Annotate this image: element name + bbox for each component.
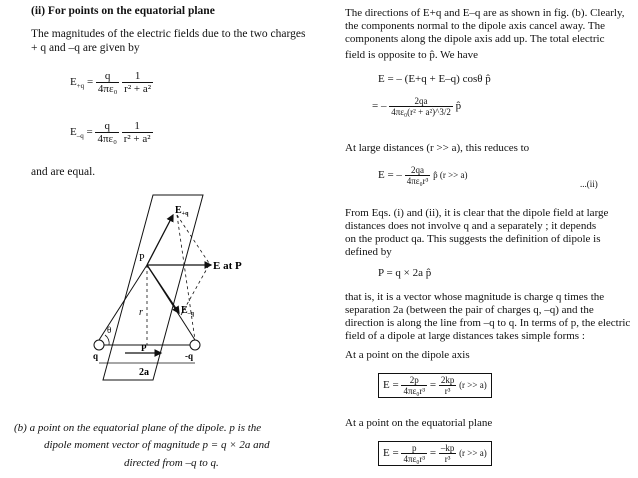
eq5-suffix: p̂ (r >> a) (433, 170, 468, 181)
caption-line-1: (b) a point on the equatorial plane of the dipole. p is the (14, 422, 262, 434)
label-point-p: P (139, 253, 145, 264)
axis-heading: At a point on the dipole axis (345, 349, 470, 361)
eq4-suffix: p̂ (455, 100, 462, 113)
intro-line-1: The magnitudes of the electric fields due to the two charges (31, 28, 306, 40)
eq4-prefix: = – (372, 100, 387, 113)
equation-e-minus (70, 120, 153, 145)
eq2-num1: q (95, 120, 119, 133)
para1-line4: field is opposite to p̂. We have (345, 49, 479, 61)
equation-total-field: E = – (E+q + E–q) cosθ p̂ (378, 73, 491, 85)
label-e-plus: $E_{+q}$ (175, 205, 189, 217)
box1-prefix: E = (383, 379, 399, 392)
caption-line-3: directed from –q to q. (124, 457, 219, 469)
label-theta: θ (107, 325, 112, 335)
dipole-figure (85, 185, 285, 390)
para2-line4: defined by (345, 246, 392, 258)
eq5-num: 2qa (405, 165, 431, 176)
eq2-lhs-sub: –q (76, 132, 84, 141)
box2-den2: r³ (444, 454, 451, 464)
para3-line2: separation 2a (between the pair of charges q, –q) and the (345, 304, 594, 316)
eq2-equals: = (86, 126, 93, 139)
eq2-num2: 1 (122, 120, 153, 133)
label-r: r (139, 307, 143, 318)
caption-line-2: dipole moment vector of magnitude p = q × 2a and (44, 439, 270, 451)
eq2-den2: r² + a² (123, 133, 151, 145)
equation-large-distance (378, 165, 467, 186)
eq1-num1: q (96, 70, 120, 83)
label-2a: 2a (139, 367, 149, 378)
box1-frac2 (439, 375, 457, 396)
equation-total-expanded (372, 96, 461, 117)
equation-e-plus (70, 70, 153, 95)
eq1-num2: 1 (122, 70, 153, 83)
minus-charge (190, 340, 200, 350)
eq1-equals: = (86, 76, 94, 89)
para3-line4: field of a dipole at large distances takes simple forms : (345, 330, 585, 342)
eq1-frac1 (96, 70, 120, 95)
section-heading: (ii) For points on the equatorial plane (31, 5, 215, 17)
box1-num1: 2p (401, 375, 427, 386)
construction-dashed-1 (177, 215, 209, 263)
box2-num1: p (401, 443, 427, 454)
box2-suffix: (r >> a) (459, 448, 487, 459)
para2-line3: on the product qa. This suggests the definition of dipole is (345, 233, 601, 245)
eq4-frac (389, 96, 453, 117)
para3-line1: that is, it is a vector whose magnitude is charge q times the (345, 291, 605, 303)
label-e-minus: $E_{-q}$ (181, 305, 195, 317)
eq1-den2: r² + a² (124, 83, 152, 95)
plus-charge (94, 340, 104, 350)
box1-eq: = (429, 379, 437, 392)
para1-line1: The directions of E+q and E–q are as shown in fig. (b). Clearly, (345, 7, 625, 19)
para1-line3: components along the dipole axis add up. The total electric (345, 33, 605, 45)
equation-dipole-moment: P = q × 2a p̂ (378, 267, 432, 279)
e-plus-arrow (147, 215, 173, 265)
box2-frac1 (401, 443, 427, 464)
box1-den1: 4πε₀r³ (403, 386, 426, 396)
eq5-prefix: E = – (378, 169, 402, 182)
boxed-equation-equatorial (378, 441, 492, 466)
box1-num2: 2kp (440, 375, 455, 385)
box2-prefix: E = (383, 447, 399, 460)
e-minus-arrow (147, 265, 179, 313)
eq4-num: 2qa (389, 96, 453, 107)
eq5-frac (405, 165, 431, 186)
box2-den1: 4πε₀r³ (403, 454, 426, 464)
label-minus-q: -q (185, 351, 194, 361)
box2-eq: = (429, 447, 437, 460)
eq1-frac2 (122, 70, 153, 95)
eq5-den: 4πε₀r³ (406, 176, 429, 186)
large-distance-text: At large distances (r >> a), this reduces to (345, 142, 530, 154)
eq1-lhs-sub: +q (76, 82, 85, 91)
eq1-lhs: E (70, 76, 77, 89)
eq5-tag: ...(ii) (580, 179, 598, 189)
box1-frac1 (401, 375, 427, 396)
para2-line1: From Eqs. (i) and (ii), it is clear that the dipole field at large (345, 207, 609, 219)
para3-line3: direction is along the line from –q to q. In terms of p, the electric (345, 317, 631, 329)
para1-line2: the components normal to the dipole axis cancel away. The (345, 20, 605, 32)
label-e-at-p: E at P (213, 260, 242, 272)
eq2-den1: 4πε₀ (97, 133, 117, 145)
para2-line2: distances does not involve q and a separately ; it depends (345, 220, 597, 232)
box2-frac2 (439, 443, 457, 464)
equal-text: and are equal. (31, 166, 96, 178)
boxed-equation-axis (378, 373, 492, 398)
eq2-lhs: E (70, 126, 77, 139)
eq2-frac1 (95, 120, 119, 145)
label-plus-q: q (93, 351, 99, 361)
box1-den2: r³ (444, 386, 451, 396)
eq1-den1: 4πε₀ (97, 83, 118, 95)
intro-line-2: + q and –q are given by (31, 42, 140, 54)
box1-suffix: (r >> a) (459, 380, 487, 391)
box2-num2: –kp (440, 443, 455, 453)
theta-arc (105, 335, 109, 345)
label-p-vector: P (141, 343, 147, 353)
eq4-den: 4πε₀(r² + a²)^3/2 (391, 107, 451, 117)
eq2-frac2 (122, 120, 153, 145)
equatorial-heading: At a point on the equatorial plane (345, 417, 493, 429)
